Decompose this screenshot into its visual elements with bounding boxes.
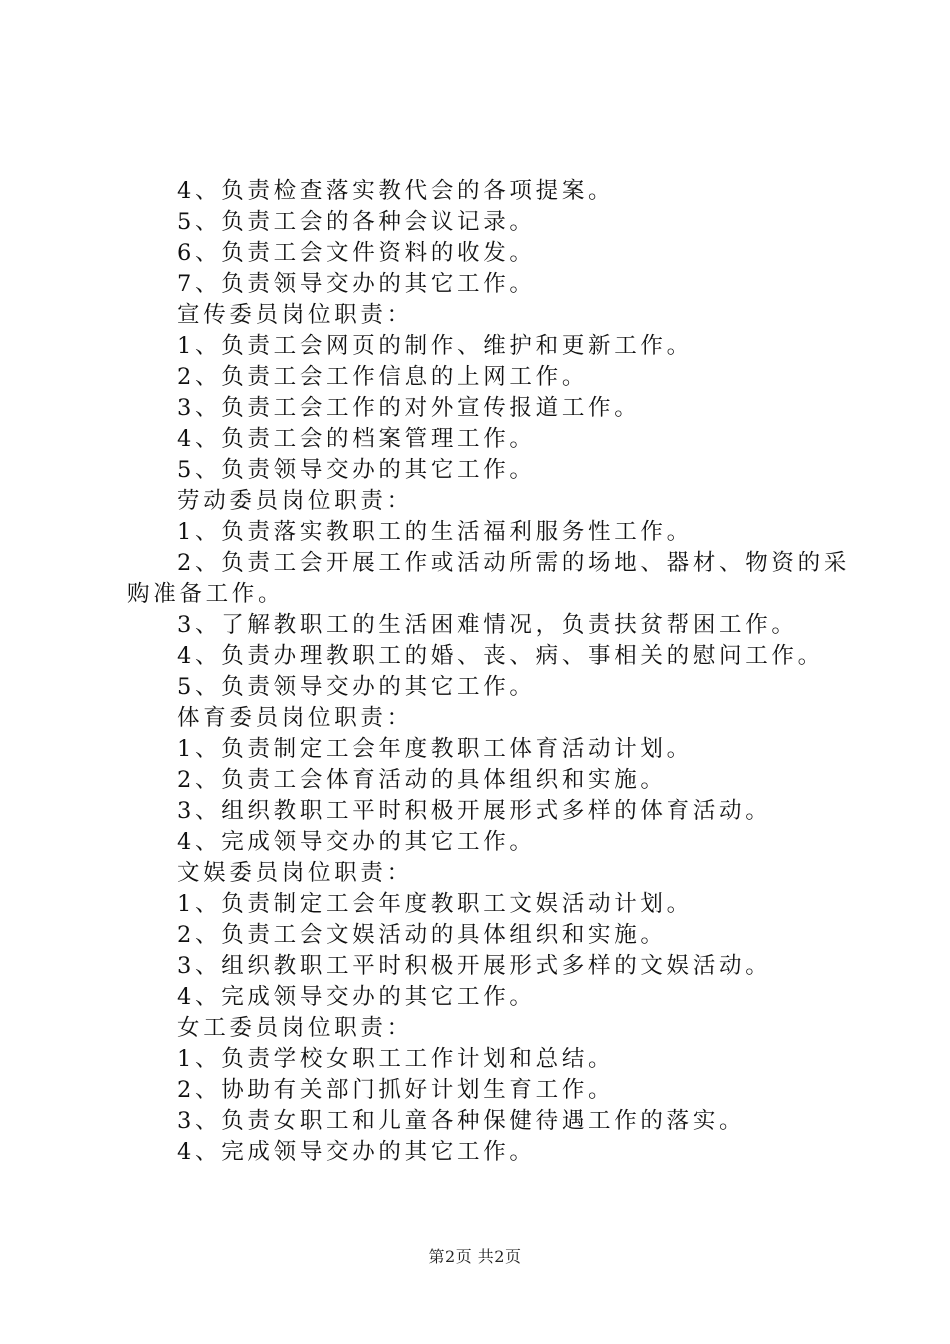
text-line: 3、组织教职工平时积极开展形式多样的体育活动。 — [177, 798, 772, 824]
text-line: 2、负责工会工作信息的上网工作。 — [177, 364, 589, 390]
text-line: 3、负责工会工作的对外宣传报道工作。 — [177, 395, 641, 421]
text-line: 2、负责工会开展工作或活动所需的场地、器材、物资的采 — [177, 550, 851, 576]
text-line: 4、负责办理教职工的婚、丧、病、事相关的慰问工作。 — [177, 643, 824, 669]
text-line: 2、负责工会体育活动的具体组织和实施。 — [177, 767, 667, 793]
text-line: 1、负责落实教职工的生活福利服务性工作。 — [177, 519, 693, 545]
text-line-continuation: 购准备工作。 — [127, 581, 285, 607]
text-line: 7、负责领导交办的其它工作。 — [177, 271, 536, 297]
text-line: 1、负责学校女职工工作计划和总结。 — [177, 1046, 615, 1072]
text-line: 4、完成领导交办的其它工作。 — [177, 829, 536, 855]
section-heading: 体育委员岗位职责： — [177, 705, 413, 731]
text-line: 3、了解教职工的生活困难情况，负责扶贫帮困工作。 — [177, 612, 798, 638]
section-heading: 文娱委员岗位职责： — [177, 860, 413, 886]
text-line: 4、完成领导交办的其它工作。 — [177, 984, 536, 1010]
text-line: 5、负责工会的各种会议记录。 — [177, 209, 536, 235]
text-line: 5、负责领导交办的其它工作。 — [177, 674, 536, 700]
text-line: 2、协助有关部门抓好计划生育工作。 — [177, 1077, 615, 1103]
text-line: 3、负责女职工和儿童各种保健待遇工作的落实。 — [177, 1108, 746, 1134]
text-line: 2、负责工会文娱活动的具体组织和实施。 — [177, 922, 667, 948]
text-line: 4、完成领导交办的其它工作。 — [177, 1139, 536, 1165]
section-heading: 女工委员岗位职责： — [177, 1015, 413, 1041]
text-line: 1、负责工会网页的制作、维护和更新工作。 — [177, 333, 693, 359]
page-number-footer: 第2页 共2页 — [428, 1247, 522, 1266]
text-line: 4、负责工会的档案管理工作。 — [177, 426, 536, 452]
section-heading: 宣传委员岗位职责： — [177, 302, 413, 328]
document-body — [127, 176, 851, 1168]
text-line: 4、负责检查落实教代会的各项提案。 — [177, 178, 615, 204]
text-line: 3、组织教职工平时积极开展形式多样的文娱活动。 — [177, 953, 772, 979]
text-line: 6、负责工会文件资料的收发。 — [177, 240, 536, 266]
text-line: 5、负责领导交办的其它工作。 — [177, 457, 536, 483]
text-line: 1、负责制定工会年度教职工文娱活动计划。 — [177, 891, 693, 917]
section-heading: 劳动委员岗位职责： — [177, 488, 413, 514]
text-line: 1、负责制定工会年度教职工体育活动计划。 — [177, 736, 693, 762]
